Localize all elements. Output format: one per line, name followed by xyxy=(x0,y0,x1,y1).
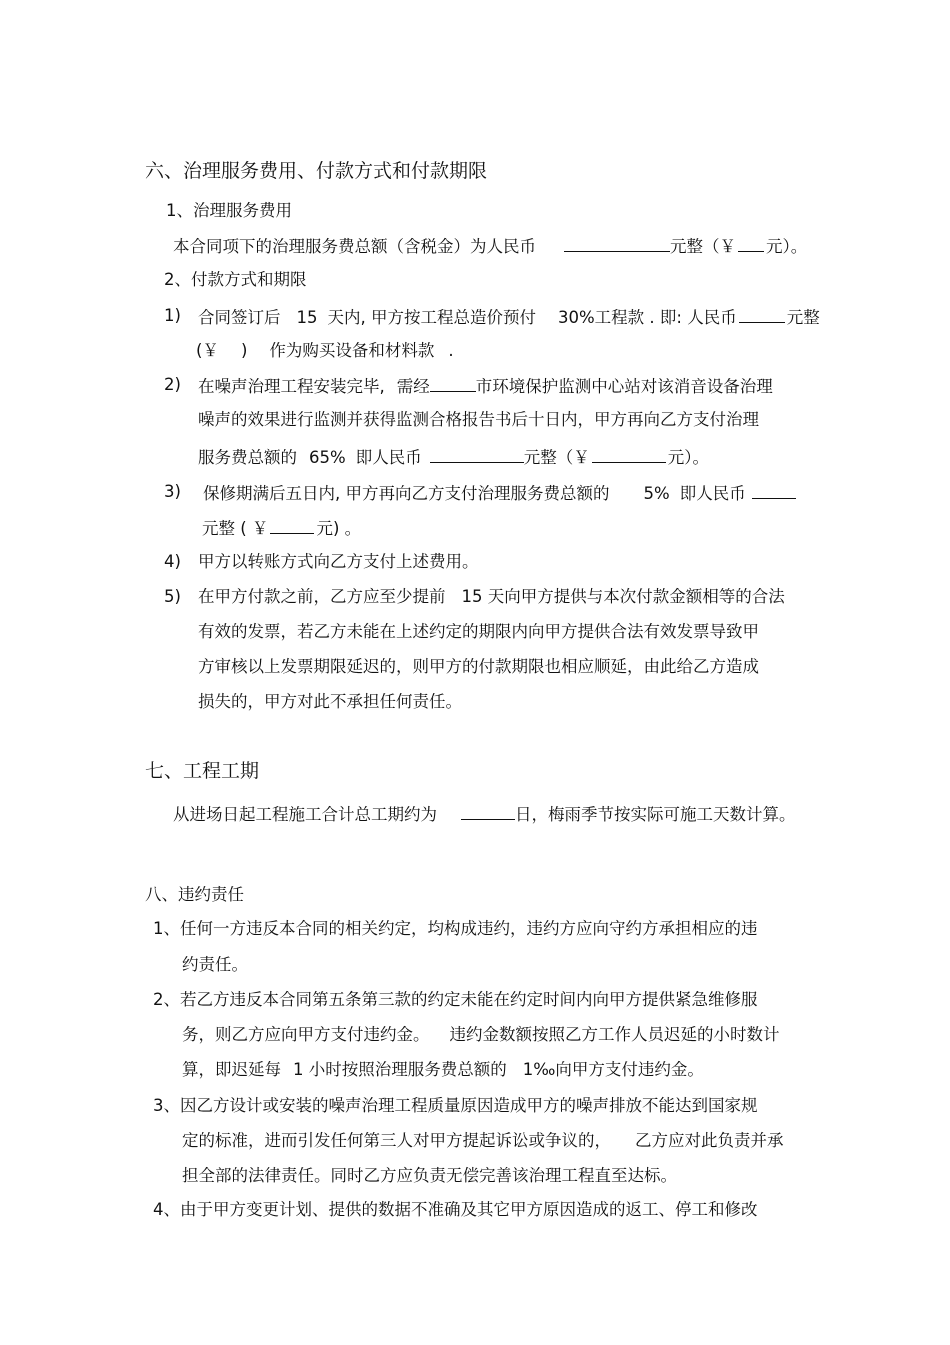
text-span: 元整 xyxy=(786,308,820,327)
text-span: ) xyxy=(240,341,248,360)
text-span: 5% xyxy=(643,484,670,503)
text-span: 即人民币 xyxy=(355,448,422,467)
prepay-amount-blank xyxy=(739,305,785,323)
text-span: 元整 ( ￥ xyxy=(202,519,269,538)
item-4-line-1: 甲方以转账方式向乙方支付上述费用。 xyxy=(198,552,479,571)
item-2-number: 2) xyxy=(164,375,181,394)
fee-total-text: 本合同项下的治理服务费总额（含税金）为人民币 xyxy=(173,237,536,256)
text-span: 日，梅雨季节按实际可施工天数计算。 xyxy=(515,805,796,824)
text-span: 从进场日起工程施工合计总工期约为 xyxy=(173,805,437,824)
schedule-line xyxy=(173,802,796,826)
text-span: 在噪声治理工程安装完毕, xyxy=(198,377,385,396)
clause-2-line-3 xyxy=(182,1059,704,1081)
clause-1-line-2: 约责任。 xyxy=(182,955,248,974)
text-span: 乙方应对此负责并承 xyxy=(635,1131,784,1150)
text-span: 算，即迟延每 xyxy=(182,1060,281,1079)
text-span: 定的标准，进而引发任何第三人对甲方提起诉讼或争议的， xyxy=(182,1131,611,1150)
clause-4-line-1: 4、由于甲方变更计划、提供的数据不准确及其它甲方原因造成的返工、停工和修改 xyxy=(153,1200,758,1219)
text-span: 即人民币 xyxy=(679,484,746,503)
subsection-1-title: 1、治理服务费用 xyxy=(166,201,292,220)
item-2-line-1 xyxy=(198,374,773,398)
text-span: 1 小时按照治理服务费总额的 xyxy=(293,1060,507,1079)
item-5-line-2: 有效的发票，若乙方未能在上述约定的期限内向甲方提供合法有效发票导致甲 xyxy=(198,622,759,641)
clause-3-line-3: 担全部的法律责任。同时乙方应负责无偿完善该治理工程直至达标。 xyxy=(182,1166,677,1185)
warranty-yen-blank xyxy=(270,516,314,534)
item-1-number: 1) xyxy=(164,306,181,325)
clause-3-line-1: 3、因乙方设计或安装的噪声治理工程质量原因造成甲方的噪声排放不能达到国家规 xyxy=(153,1096,758,1115)
clause-2-line-2 xyxy=(182,1024,780,1046)
text-span: 1‰向甲方支付违约金。 xyxy=(522,1060,704,1079)
text-span: 保修期满后五日内, 甲方再向乙方支付治理服务费总额的 xyxy=(203,484,610,503)
text-span: 元) 。 xyxy=(316,519,362,538)
text-span: 服务费总额的 xyxy=(198,448,297,467)
service-fee-amount-blank xyxy=(430,445,524,463)
text-span: 65% xyxy=(309,448,346,467)
text-span: 市环境保护监测中心站对该消音设备治理 xyxy=(475,377,773,396)
item-2-line-3 xyxy=(198,445,709,469)
section-6-heading: 六、治理服务费用、付款方式和付款期限 xyxy=(145,160,488,182)
service-fee-yen-blank xyxy=(592,445,666,463)
subsection-2-title: 2、付款方式和期限 xyxy=(164,270,307,289)
monitoring-station-blank xyxy=(430,374,476,392)
item-4-number: 4) xyxy=(164,552,181,571)
item-3-line-2 xyxy=(202,516,361,540)
text-span: 在甲方付款之前，乙方应至少提前 xyxy=(198,587,446,606)
fee-amount-blank xyxy=(564,234,670,252)
text-span: 15 天向甲方提供与本次付款金额相等的合法 xyxy=(461,587,785,606)
text-span: 作为购买设备和材料款 xyxy=(269,341,435,360)
item-5-line-3: 方审核以上发票期限延迟的，则甲方的付款期限也相应顺延，由此给乙方造成 xyxy=(198,657,759,676)
text-span: (￥ xyxy=(196,341,219,360)
text-span: 元整（￥ xyxy=(523,448,590,467)
text-span: 违约金数额按照乙方工作人员迟延的小时数计 xyxy=(449,1025,780,1044)
item-5-number: 5) xyxy=(164,587,181,606)
item-5-line-1 xyxy=(198,586,785,608)
clause-3-line-2 xyxy=(182,1130,784,1152)
item-1-line-2 xyxy=(196,340,454,362)
item-5-line-4: 损失的，甲方对此不承担任何责任。 xyxy=(198,692,462,711)
section-8-heading: 八、违约责任 xyxy=(145,885,244,904)
fee-total-line xyxy=(173,234,807,258)
fee-total-end: 元）。 xyxy=(766,237,808,256)
fee-yen-blank xyxy=(738,234,764,252)
text-span: 30%工程款 . 即: 人民币 xyxy=(558,308,737,327)
clause-2-line-1: 2、若乙方违反本合同第五条第三款的约定未能在约定时间内向甲方提供紧急维修服 xyxy=(153,990,758,1009)
text-span: . xyxy=(448,341,454,360)
item-2-line-2: 噪声的效果进行监测并获得监测合格报告书后十日内，甲方再向乙方支付治理 xyxy=(198,410,759,429)
text-span: 天内, 甲方按工程总造价预付 xyxy=(327,308,536,327)
text-span: 元）。 xyxy=(667,448,709,467)
section-7-heading: 七、工程工期 xyxy=(145,760,260,782)
text-span: 合同签订后 xyxy=(198,308,281,327)
fee-total-yuan: 元整（￥ xyxy=(670,237,736,256)
item-3-line-1 xyxy=(203,481,796,505)
text-span: 务，则乙方应向甲方支付违约金。 xyxy=(182,1025,430,1044)
item-1-line-1 xyxy=(198,305,820,329)
item-3-number: 3) xyxy=(164,482,181,501)
warranty-amount-blank xyxy=(752,481,796,499)
duration-days-blank xyxy=(461,802,515,820)
text-span: 15 xyxy=(296,308,318,327)
text-span: 需经 xyxy=(396,377,430,396)
clause-1-line-1: 1、任何一方违反本合同的相关约定，均构成违约，违约方应向守约方承担相应的违 xyxy=(153,919,758,938)
